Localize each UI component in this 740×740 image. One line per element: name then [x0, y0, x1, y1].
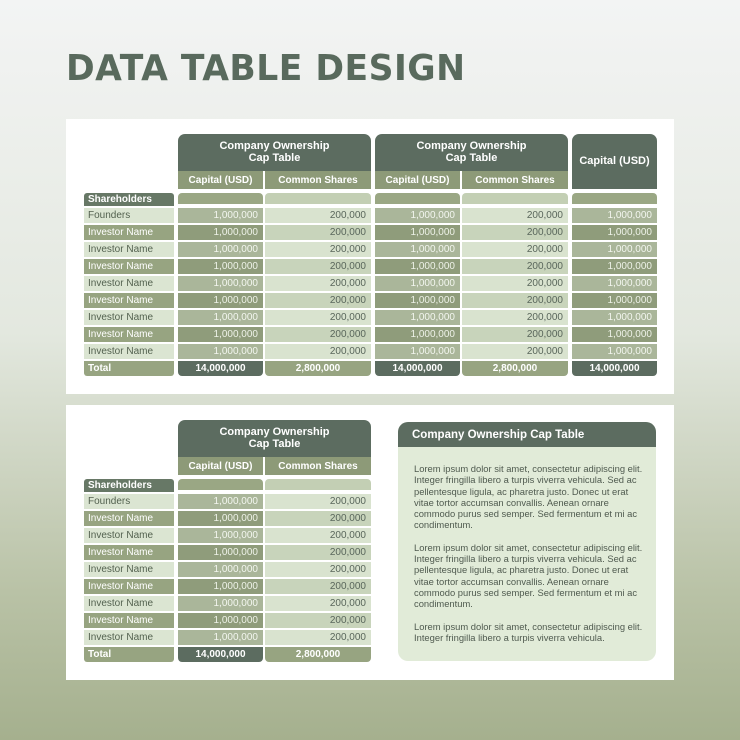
capital-cell: 1,000,000 — [178, 528, 263, 543]
common-shares-cell: 200,000 — [265, 259, 371, 274]
common-shares-cell: 200,000 — [265, 276, 371, 291]
capital-column-header: Capital (USD) — [178, 171, 263, 189]
column-group-title-line: Company Ownership — [416, 139, 527, 152]
capital-column-spacer — [572, 193, 657, 204]
total-capital-cell: 14,000,000 — [572, 361, 657, 376]
column-group-title-line: Cap Table — [248, 437, 301, 450]
common-shares-cell: 200,000 — [462, 276, 568, 291]
capital-cell: 1,000,000 — [178, 327, 263, 342]
shareholder-name: Investor Name — [84, 630, 174, 645]
shareholder-name: Investor Name — [84, 545, 174, 560]
common-shares-column-header: Common Shares — [265, 171, 371, 189]
description-paragraph: Lorem ipsum dolor sit amet, consectetur adipiscing elit. Integer fringilla libero a turpis viverra vehicula. — [414, 620, 643, 643]
capital-cell: 1,000,000 — [375, 310, 460, 325]
total-label: Total — [84, 647, 174, 662]
shareholder-name: Founders — [84, 494, 174, 509]
capital-cell: 1,000,000 — [178, 562, 263, 577]
page-title: DATA TABLE DESIGN — [66, 48, 466, 89]
capital-cell: 1,000,000 — [178, 511, 263, 526]
shareholder-name: Founders — [84, 208, 174, 223]
common-column-spacer — [265, 479, 371, 490]
capital-cell: 1,000,000 — [375, 208, 460, 223]
common-shares-cell: 200,000 — [462, 327, 568, 342]
capital-cell: 1,000,000 — [178, 545, 263, 560]
capital-cell: 1,000,000 — [375, 293, 460, 308]
common-shares-cell: 200,000 — [265, 511, 371, 526]
capital-cell: 1,000,000 — [178, 494, 263, 509]
column-group-title-line: Company Ownership — [219, 139, 330, 152]
capital-column-spacer — [375, 193, 460, 204]
capital-cell: 1,000,000 — [375, 344, 460, 359]
capital-cell: 1,000,000 — [572, 225, 657, 240]
total-common-shares-cell: 2,800,000 — [462, 361, 568, 376]
capital-cell: 1,000,000 — [572, 344, 657, 359]
capital-cell: 1,000,000 — [178, 344, 263, 359]
common-shares-cell: 200,000 — [265, 208, 371, 223]
column-group-title-line: Cap Table — [248, 151, 301, 164]
common-shares-cell: 200,000 — [462, 225, 568, 240]
total-capital-cell: 14,000,000 — [178, 361, 263, 376]
common-shares-column-header: Common Shares — [462, 171, 568, 189]
capital-cell: 1,000,000 — [572, 310, 657, 325]
total-capital-cell: 14,000,000 — [178, 647, 263, 662]
capital-cell: 1,000,000 — [572, 208, 657, 223]
capital-cell: 1,000,000 — [375, 259, 460, 274]
common-shares-cell: 200,000 — [265, 344, 371, 359]
common-shares-cell: 200,000 — [265, 613, 371, 628]
total-label: Total — [84, 361, 174, 376]
common-shares-cell: 200,000 — [265, 494, 371, 509]
capital-cell: 1,000,000 — [178, 242, 263, 257]
common-shares-cell: 200,000 — [265, 327, 371, 342]
common-shares-cell: 200,000 — [265, 579, 371, 594]
total-common-shares-cell: 2,800,000 — [265, 647, 371, 662]
capital-column-header: Capital (USD) — [178, 457, 263, 475]
column-group-title-line: Company Ownership — [219, 425, 330, 438]
total-capital-cell: 14,000,000 — [375, 361, 460, 376]
common-shares-cell: 200,000 — [265, 562, 371, 577]
column-group-title-line: Cap Table — [445, 151, 498, 164]
capital-column-spacer — [178, 193, 263, 204]
shareholders-header: Shareholders — [84, 479, 174, 492]
shareholder-name: Investor Name — [84, 562, 174, 577]
capital-cell: 1,000,000 — [572, 276, 657, 291]
shareholder-name: Investor Name — [84, 259, 174, 274]
common-shares-cell: 200,000 — [462, 259, 568, 274]
shareholder-name: Investor Name — [84, 310, 174, 325]
capital-cell: 1,000,000 — [375, 225, 460, 240]
shareholder-name: Investor Name — [84, 344, 174, 359]
capital-cell: 1,000,000 — [178, 596, 263, 611]
shareholder-name: Investor Name — [84, 327, 174, 342]
cap-table-card-full — [66, 119, 674, 394]
common-shares-cell: 200,000 — [265, 630, 371, 645]
common-shares-cell: 200,000 — [265, 596, 371, 611]
shareholder-name: Investor Name — [84, 225, 174, 240]
capital-cell: 1,000,000 — [375, 242, 460, 257]
capital-cell: 1,000,000 — [375, 327, 460, 342]
column-group-header — [178, 134, 371, 171]
capital-cell: 1,000,000 — [178, 579, 263, 594]
common-shares-cell: 200,000 — [265, 225, 371, 240]
shareholder-name: Investor Name — [84, 293, 174, 308]
common-shares-column-header: Common Shares — [265, 457, 371, 475]
common-shares-cell: 200,000 — [462, 293, 568, 308]
capital-cell: 1,000,000 — [572, 242, 657, 257]
common-shares-cell: 200,000 — [462, 242, 568, 257]
capital-cell: 1,000,000 — [178, 613, 263, 628]
shareholder-name: Investor Name — [84, 613, 174, 628]
common-shares-cell: 200,000 — [462, 208, 568, 223]
column-group-header — [375, 134, 568, 171]
description-paragraph: Lorem ipsum dolor sit amet, consectetur adipiscing elit. Integer fringilla libero a turpis viverra vehicula. Sed ac pellentesque ligula, ac pharetra justo. Donec ut erat vitae tortor accumsan convallis. Aenean ornare commodo purus sed semper. Sed fermentum et mi ac condimentum. — [414, 541, 643, 610]
common-shares-cell: 200,000 — [265, 293, 371, 308]
capital-cell: 1,000,000 — [178, 630, 263, 645]
common-shares-cell: 200,000 — [462, 344, 568, 359]
capital-cell: 1,000,000 — [572, 259, 657, 274]
shareholder-name: Investor Name — [84, 528, 174, 543]
common-column-spacer — [462, 193, 568, 204]
description-panel-title: Company Ownership Cap Table — [398, 422, 656, 447]
common-shares-cell: 200,000 — [265, 242, 371, 257]
shareholder-name: Investor Name — [84, 511, 174, 526]
capital-cell: 1,000,000 — [178, 276, 263, 291]
cap-table-card-with-text — [66, 405, 674, 680]
common-shares-cell: 200,000 — [265, 545, 371, 560]
shareholder-name: Investor Name — [84, 596, 174, 611]
shareholders-header: Shareholders — [84, 193, 174, 206]
description-paragraph: Lorem ipsum dolor sit amet, consectetur adipiscing elit. Integer fringilla libero a turpis viverra vehicula. Sed ac pellentesque ligula, ac pharetra justo. Donec ut erat vitae tortor accumsan convallis. Aenean ornare commodo purus sed semper. Sed fermentum et mi ac condimentum. — [414, 463, 643, 531]
common-shares-cell: 200,000 — [462, 310, 568, 325]
capital-cell: 1,000,000 — [178, 208, 263, 223]
capital-cell: 1,000,000 — [572, 327, 657, 342]
description-panel — [398, 422, 656, 661]
capital-cell: 1,000,000 — [572, 293, 657, 308]
capital-cell: 1,000,000 — [178, 310, 263, 325]
capital-cell: 1,000,000 — [178, 259, 263, 274]
common-shares-cell: 200,000 — [265, 528, 371, 543]
common-column-spacer — [265, 193, 371, 204]
total-common-shares-cell: 2,800,000 — [265, 361, 371, 376]
capital-column-header: Capital (USD) — [375, 171, 460, 189]
capital-cell: 1,000,000 — [375, 276, 460, 291]
shareholder-name: Investor Name — [84, 579, 174, 594]
capital-only-column-header: Capital (USD) — [572, 134, 657, 189]
shareholder-name: Investor Name — [84, 276, 174, 291]
capital-cell: 1,000,000 — [178, 293, 263, 308]
shareholder-name: Investor Name — [84, 242, 174, 257]
capital-column-spacer — [178, 479, 263, 490]
capital-cell: 1,000,000 — [178, 225, 263, 240]
common-shares-cell: 200,000 — [265, 310, 371, 325]
column-group-header — [178, 420, 371, 457]
